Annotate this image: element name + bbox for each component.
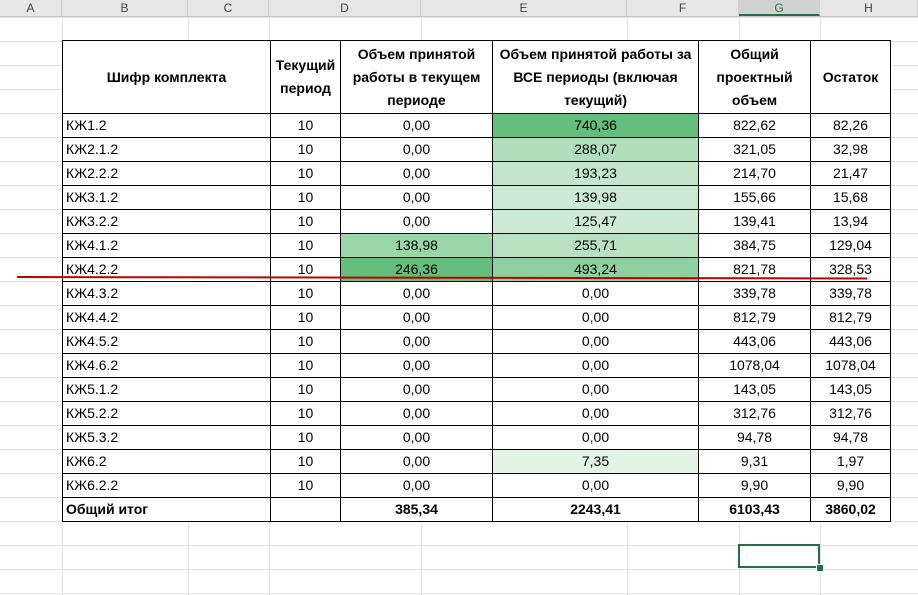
row-project[interactable]: 1078,04 (699, 354, 811, 378)
row-current[interactable]: 0,00 (341, 138, 493, 162)
row-code[interactable]: КЖ3.1.2 (63, 186, 271, 210)
row-rest[interactable]: 21,47 (811, 162, 891, 186)
table-row (63, 282, 891, 306)
row-current[interactable]: 0,00 (341, 378, 493, 402)
row-code[interactable]: КЖ4.2.2 (63, 258, 271, 282)
row-current[interactable]: 0,00 (341, 114, 493, 138)
row-project[interactable]: 312,76 (699, 402, 811, 426)
row-all[interactable]: 0,00 (493, 354, 699, 378)
row-all[interactable]: 255,71 (493, 234, 699, 258)
row-code[interactable]: КЖ4.1.2 (63, 234, 271, 258)
table-row (63, 450, 891, 474)
row-current[interactable]: 0,00 (341, 330, 493, 354)
row-code[interactable]: КЖ4.5.2 (63, 330, 271, 354)
row-period[interactable]: 10 (271, 114, 341, 138)
row-project[interactable]: 214,70 (699, 162, 811, 186)
row-current[interactable]: 0,00 (341, 186, 493, 210)
row-current[interactable]: 0,00 (341, 402, 493, 426)
total-rest[interactable]: 3860,02 (811, 498, 891, 522)
total-project[interactable]: 6103,43 (699, 498, 811, 522)
column-header-b[interactable]: B (62, 0, 188, 16)
row-code[interactable]: КЖ2.2.2 (63, 162, 271, 186)
header-period[interactable]: Текущий период (271, 41, 341, 114)
table-row (63, 138, 891, 162)
total-period-cell[interactable] (271, 498, 341, 522)
row-current[interactable]: 138,98 (341, 234, 493, 258)
row-code[interactable]: КЖ3.2.2 (63, 210, 271, 234)
row-project[interactable]: 384,75 (699, 234, 811, 258)
header-remainder[interactable]: Остаток (811, 41, 891, 114)
row-all[interactable]: 740,36 (493, 114, 699, 138)
row-rest[interactable]: 443,06 (811, 330, 891, 354)
row-rest[interactable]: 312,76 (811, 402, 891, 426)
row-rest[interactable]: 812,79 (811, 306, 891, 330)
row-current[interactable]: 0,00 (341, 210, 493, 234)
column-header-c[interactable]: C (188, 0, 269, 16)
row-period[interactable]: 10 (271, 474, 341, 498)
table-row (63, 330, 891, 354)
gridline-horizontal (0, 593, 918, 594)
column-header-bar (0, 0, 918, 17)
row-project[interactable]: 339,78 (699, 282, 811, 306)
row-all[interactable]: 139,98 (493, 186, 699, 210)
row-current[interactable]: 0,00 (341, 162, 493, 186)
total-row (63, 498, 891, 522)
row-code[interactable]: КЖ6.2.2 (63, 474, 271, 498)
row-code[interactable]: КЖ5.1.2 (63, 378, 271, 402)
row-period[interactable]: 10 (271, 282, 341, 306)
row-current[interactable]: 0,00 (341, 426, 493, 450)
row-current[interactable]: 0,00 (341, 354, 493, 378)
table-row (63, 426, 891, 450)
row-rest[interactable]: 94,78 (811, 426, 891, 450)
row-rest[interactable]: 1078,04 (811, 354, 891, 378)
row-all[interactable]: 0,00 (493, 474, 699, 498)
row-all[interactable]: 0,00 (493, 402, 699, 426)
row-code[interactable]: КЖ1.2 (63, 114, 271, 138)
row-period[interactable]: 10 (271, 258, 341, 282)
row-period[interactable]: 10 (271, 354, 341, 378)
row-period[interactable]: 10 (271, 162, 341, 186)
row-all[interactable]: 493,24 (493, 258, 699, 282)
column-header-g[interactable]: G (739, 0, 820, 16)
row-all[interactable]: 0,00 (493, 282, 699, 306)
header-current-volume[interactable]: Объем принятой работы в текущем периоде (341, 41, 493, 114)
row-all[interactable]: 125,47 (493, 210, 699, 234)
selected-cell[interactable] (738, 544, 820, 568)
row-rest[interactable]: 129,04 (811, 234, 891, 258)
row-all[interactable]: 0,00 (493, 426, 699, 450)
gridline-horizontal (0, 569, 918, 570)
row-rest[interactable]: 15,68 (811, 186, 891, 210)
row-project[interactable]: 822,62 (699, 114, 811, 138)
row-period[interactable]: 10 (271, 306, 341, 330)
table-row (63, 210, 891, 234)
row-code[interactable]: КЖ5.3.2 (63, 426, 271, 450)
row-code[interactable]: КЖ4.4.2 (63, 306, 271, 330)
row-project[interactable]: 9,90 (699, 474, 811, 498)
row-project[interactable]: 94,78 (699, 426, 811, 450)
row-all[interactable]: 288,07 (493, 138, 699, 162)
row-all[interactable]: 0,00 (493, 306, 699, 330)
row-period[interactable]: 10 (271, 330, 341, 354)
gridline-horizontal (0, 17, 918, 18)
header-project-volume[interactable]: Общий проектный объем (699, 41, 811, 114)
fill-handle[interactable] (816, 564, 824, 572)
row-code[interactable]: КЖ4.3.2 (63, 282, 271, 306)
row-period[interactable]: 10 (271, 378, 341, 402)
table-row (63, 402, 891, 426)
row-code[interactable]: КЖ4.6.2 (63, 354, 271, 378)
row-period[interactable]: 10 (271, 426, 341, 450)
row-project[interactable]: 321,05 (699, 138, 811, 162)
total-current[interactable]: 385,34 (341, 498, 493, 522)
row-current[interactable]: 0,00 (341, 474, 493, 498)
column-header-h[interactable]: H (820, 0, 918, 16)
table-row (63, 234, 891, 258)
column-header-a[interactable]: A (0, 0, 62, 16)
row-all[interactable]: 7,35 (493, 450, 699, 474)
row-period[interactable]: 10 (271, 138, 341, 162)
row-rest[interactable]: 143,05 (811, 378, 891, 402)
row-current[interactable]: 0,00 (341, 306, 493, 330)
table-header-row (63, 41, 891, 114)
total-all[interactable]: 2243,41 (493, 498, 699, 522)
row-rest[interactable]: 13,94 (811, 210, 891, 234)
header-all-periods-volume[interactable]: Объем принятой работы за ВСЕ периоды (включая текущий) (493, 41, 699, 114)
table-row (63, 354, 891, 378)
table-row (63, 186, 891, 210)
row-current[interactable]: 246,36 (341, 258, 493, 282)
table-row (63, 114, 891, 138)
row-rest[interactable]: 328,53 (811, 258, 891, 282)
row-current[interactable]: 0,00 (341, 282, 493, 306)
row-period[interactable]: 10 (271, 402, 341, 426)
row-all[interactable]: 193,23 (493, 162, 699, 186)
row-project[interactable]: 139,41 (699, 210, 811, 234)
row-period[interactable]: 10 (271, 186, 341, 210)
table-row (63, 474, 891, 498)
column-header-f[interactable]: F (627, 0, 739, 16)
row-project[interactable]: 443,06 (699, 330, 811, 354)
row-period[interactable]: 10 (271, 450, 341, 474)
total-label[interactable]: Общий итог (63, 498, 271, 522)
row-period[interactable]: 10 (271, 210, 341, 234)
row-code[interactable]: КЖ6.2 (63, 450, 271, 474)
column-header-d[interactable]: D (269, 0, 421, 16)
data-table (62, 40, 891, 522)
row-current[interactable]: 0,00 (341, 450, 493, 474)
row-project[interactable]: 155,66 (699, 186, 811, 210)
row-all[interactable]: 0,00 (493, 378, 699, 402)
row-rest[interactable]: 1,97 (811, 450, 891, 474)
table-row (63, 306, 891, 330)
row-project[interactable]: 143,05 (699, 378, 811, 402)
row-rest[interactable]: 32,98 (811, 138, 891, 162)
column-header-e[interactable]: E (421, 0, 627, 16)
row-code[interactable]: КЖ5.2.2 (63, 402, 271, 426)
row-project[interactable]: 9,31 (699, 450, 811, 474)
table-row (63, 162, 891, 186)
row-code[interactable]: КЖ2.1.2 (63, 138, 271, 162)
row-period[interactable]: 10 (271, 234, 341, 258)
row-all[interactable]: 0,00 (493, 330, 699, 354)
row-project[interactable]: 821,78 (699, 258, 811, 282)
row-rest[interactable]: 339,78 (811, 282, 891, 306)
row-rest[interactable]: 82,26 (811, 114, 891, 138)
row-project[interactable]: 812,79 (699, 306, 811, 330)
header-code[interactable]: Шифр комплекта (63, 41, 271, 114)
table-row (63, 378, 891, 402)
row-rest[interactable]: 9,90 (811, 474, 891, 498)
